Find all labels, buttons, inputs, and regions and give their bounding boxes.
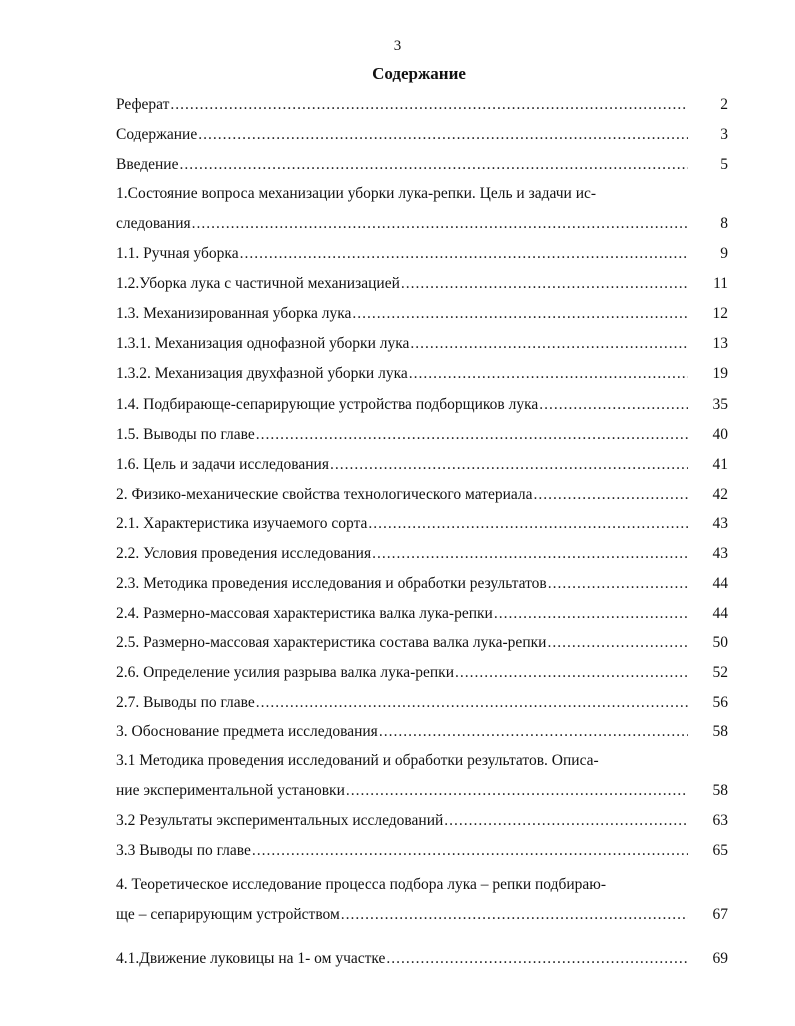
toc-entry-label-line1: 3.1 Методика проведения исследований и обработки результатов. Описа- — [116, 752, 599, 769]
dot-leader — [548, 573, 688, 595]
toc-entry-page: 40 — [712, 426, 728, 443]
toc-entry — [116, 424, 728, 446]
dot-leader — [539, 394, 688, 416]
toc-entry-label: 1.3.2. Механизация двухфазной уборки лука — [116, 365, 408, 382]
toc-entry-label: 3.2 Результаты экспериментальных исследований — [116, 812, 444, 829]
toc-entry-page: 56 — [712, 694, 728, 711]
toc-entry-label: 1.2.Уборка лука с частичной механизацией — [116, 275, 400, 292]
toc-entry-page: 69 — [712, 950, 728, 967]
toc-entry-label: Содержание — [116, 126, 198, 143]
toc-entry-page: 35 — [712, 396, 728, 413]
toc-entry-page: 58 — [712, 723, 728, 740]
dot-leader — [341, 904, 688, 926]
toc-entry-label: 2. Физико-механические свойства технологического материала — [116, 486, 533, 503]
toc-entry-page: 67 — [712, 906, 728, 923]
toc-entry-label: 2.2. Условия проведения исследования — [116, 545, 372, 562]
toc-entry-label: 2.4. Размерно-массовая характеристика валка лука-репки — [116, 605, 493, 622]
toc-entry — [116, 603, 728, 625]
toc-entry — [116, 454, 728, 476]
toc-entry — [116, 840, 728, 862]
dot-leader — [256, 424, 688, 446]
toc-entry-label: следования — [116, 215, 191, 232]
toc-entry-page: 58 — [712, 782, 728, 799]
dot-leader — [352, 303, 688, 325]
toc-entry-page: 41 — [712, 456, 728, 473]
toc-entry — [116, 810, 728, 832]
toc-entry — [116, 750, 728, 802]
toc-entry-label: 1.4. Подбирающе-сепарирующие устройства подборщиков лука — [116, 396, 539, 413]
toc-entry-label: 1.3. Механизированная уборка лука — [116, 305, 352, 322]
dot-leader — [386, 948, 688, 970]
dot-leader — [401, 273, 688, 295]
toc-entry — [116, 662, 728, 684]
toc-entry-label: 1.5. Выводы по главе — [116, 426, 255, 443]
dot-leader — [494, 603, 688, 625]
toc-entry — [116, 363, 728, 385]
toc-entry-page: 44 — [712, 605, 728, 622]
toc-entry — [116, 874, 728, 926]
toc-entry — [116, 94, 728, 116]
toc-entry-label: ще – сепарирующим устройством — [116, 906, 340, 923]
toc-entry-page: 65 — [712, 842, 728, 859]
dot-leader — [547, 632, 688, 654]
dot-leader — [409, 363, 688, 385]
toc-entry — [116, 692, 728, 714]
toc-entry-label-line1: 1.Состояние вопроса механизации уборки лука-репки. Цель и задачи ис- — [116, 185, 597, 202]
toc-entry-page: 9 — [720, 245, 728, 262]
toc-entry — [116, 484, 728, 506]
toc-entry-label: 3. Обоснование предмета исследования — [116, 723, 378, 740]
toc-entry — [116, 183, 728, 235]
toc-entry-page: 11 — [713, 275, 728, 292]
toc-entry-label: 2.3. Методика проведения исследования и обработки результатов — [116, 575, 547, 592]
page-number: 3 — [393, 38, 402, 54]
toc-entry — [116, 573, 728, 595]
toc-entry-page: 50 — [712, 634, 728, 651]
dot-leader — [444, 810, 688, 832]
toc-entry — [116, 948, 728, 970]
toc-entry — [116, 303, 728, 325]
dot-leader — [252, 840, 688, 862]
dot-leader — [534, 484, 688, 506]
toc-entry-label: 2.1. Характеристика изучаемого сорта — [116, 515, 368, 532]
toc-title: Содержание — [372, 64, 466, 83]
toc-entry — [116, 124, 728, 146]
toc-entry-page: 19 — [712, 365, 728, 382]
dot-leader — [256, 692, 688, 714]
toc-entry-page: 5 — [720, 156, 728, 173]
toc-entry — [116, 632, 728, 654]
toc-entry-page: 63 — [712, 812, 728, 829]
toc-entry — [116, 721, 728, 743]
dot-leader — [368, 513, 688, 535]
dot-leader — [379, 721, 688, 743]
dot-leader — [346, 780, 688, 802]
dot-leader — [170, 94, 688, 116]
toc-entry-page: 43 — [712, 545, 728, 562]
toc-entry-page: 8 — [720, 215, 728, 232]
toc-entry-label: 3.3 Выводы по главе — [116, 842, 251, 859]
toc-entry — [116, 394, 728, 416]
toc-entry-label: ние экспериментальной установки — [116, 782, 345, 799]
toc-entry-label: Введение — [116, 156, 179, 173]
toc-entry-label: 1.1. Ручная уборка — [116, 245, 239, 262]
toc-entry — [116, 243, 728, 265]
toc-entry — [116, 333, 728, 355]
toc-entry — [116, 513, 728, 535]
toc-entry-label: 2.7. Выводы по главе — [116, 694, 255, 711]
dot-leader — [372, 543, 688, 565]
toc-entry-label: Реферат — [116, 96, 170, 113]
toc-entry-page: 44 — [712, 575, 728, 592]
dot-leader — [455, 662, 688, 684]
toc-entry-label-line1: 4. Теоретическое исследование процесса подбора лука – репки подбираю- — [116, 876, 607, 893]
dot-leader — [240, 243, 688, 265]
toc-entry-page: 42 — [712, 486, 728, 503]
toc-entry-label: 1.3.1. Механизация однофазной уборки лука — [116, 335, 410, 352]
toc-entry-page: 43 — [712, 515, 728, 532]
dot-leader — [192, 213, 688, 235]
toc-entry-page: 2 — [720, 96, 728, 113]
toc-entry-label: 1.6. Цель и задачи исследования — [116, 456, 329, 473]
toc-entry-page: 13 — [712, 335, 728, 352]
toc-entry-label: 4.1.Движение луковицы на 1- ом участке — [116, 950, 386, 967]
dot-leader — [330, 454, 688, 476]
toc-entry-page: 12 — [712, 305, 728, 322]
dot-leader — [179, 154, 688, 176]
toc-entry-label: 2.5. Размерно-массовая характеристика состава валка лука-репки — [116, 634, 547, 651]
toc-entry — [116, 154, 728, 176]
toc-entry — [116, 543, 728, 565]
dot-leader — [198, 124, 688, 146]
toc-entry — [116, 273, 728, 295]
dot-leader — [410, 333, 688, 355]
toc-entry-page: 3 — [720, 126, 728, 143]
toc-entry-page: 52 — [712, 664, 728, 681]
toc-entry-label: 2.6. Определение усилия разрыва валка лука-репки — [116, 664, 454, 681]
